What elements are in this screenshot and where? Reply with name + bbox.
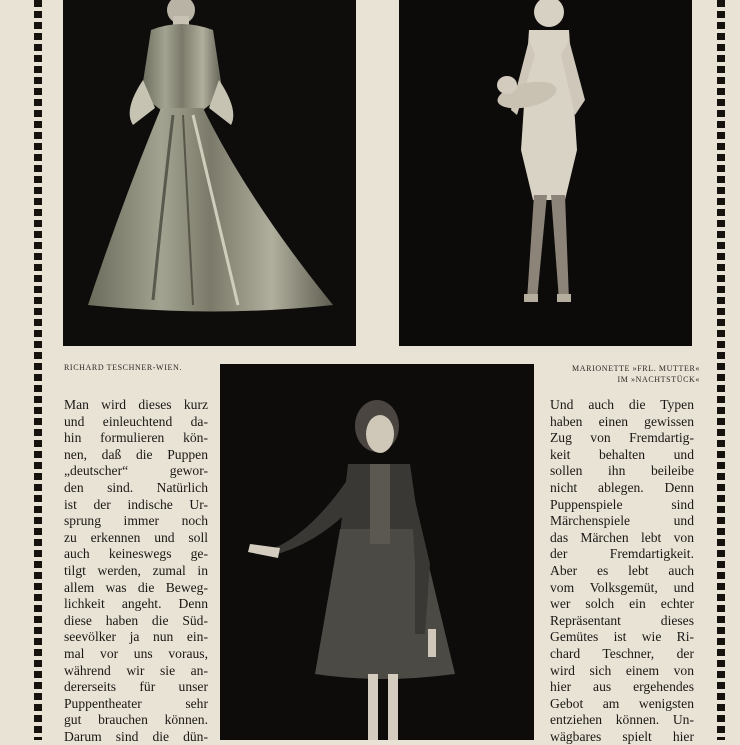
text-column-right bbox=[550, 397, 694, 745]
text-line: während wir sie an- bbox=[64, 662, 208, 678]
text-line: gut brauchen können. bbox=[64, 712, 208, 728]
text-line: Puppentheater sehr bbox=[64, 695, 208, 711]
decorative-border-right bbox=[717, 0, 725, 740]
photo-marionette-frl-mutter bbox=[399, 0, 692, 346]
text-line: diese haben die Süd- bbox=[64, 612, 208, 628]
text-line: chard Teschner, der bbox=[550, 645, 694, 661]
text-line: Aber es lebt auch bbox=[550, 562, 694, 578]
photo-doll-in-coat bbox=[220, 364, 534, 740]
text-line: wer solch ein echter bbox=[550, 596, 694, 612]
caption-marionette bbox=[520, 363, 700, 385]
text-column-left bbox=[64, 397, 208, 745]
text-line: Märchenspiele und bbox=[550, 513, 694, 529]
text-line: allem was die Beweg- bbox=[64, 579, 208, 595]
text-line: und einleuchtend da- bbox=[64, 413, 208, 429]
text-line: haben einen gewissen bbox=[550, 413, 694, 429]
text-line: „deutscher“ gewor- bbox=[64, 463, 208, 479]
text-line: hier aus ergehendes bbox=[550, 679, 694, 695]
text-line: dererseits für unser bbox=[64, 679, 208, 695]
caption-richard-teschner: RICHARD TESCHNER-WIEN. bbox=[64, 363, 182, 372]
caption-marionette-line1: MARIONETTE »FRL. MUTTER« bbox=[572, 364, 700, 373]
text-line: Darum sind die dün- bbox=[64, 728, 208, 744]
text-line: nicht ablegen. Denn bbox=[550, 479, 694, 495]
text-line: wird sich einem von bbox=[550, 662, 694, 678]
text-line: Repräsentant dieses bbox=[550, 612, 694, 628]
text-line: zu erkennen und soll bbox=[64, 529, 208, 545]
text-line: Man wird dieses kurz bbox=[64, 397, 208, 412]
text-line: ist der indische Ur- bbox=[64, 496, 208, 512]
text-line: vom Volksgemüt, und bbox=[550, 579, 694, 595]
text-line: das Märchen lebt von bbox=[550, 529, 694, 545]
text-line: seevölker ja nun ein- bbox=[64, 629, 208, 645]
text-line: Und auch die Typen bbox=[550, 397, 694, 412]
text-line: der Fremdartigkeit. bbox=[550, 546, 694, 562]
text-line: entziehen können. Un- bbox=[550, 712, 694, 728]
photo-doll-in-gown bbox=[63, 0, 356, 346]
text-line: tilgt werden, zumal in bbox=[64, 562, 208, 578]
text-line: lichkeit angeht. Denn bbox=[64, 596, 208, 612]
text-line: keit behalten und bbox=[550, 446, 694, 462]
text-line: nen, daß die Puppen bbox=[64, 446, 208, 462]
text-line: Zug von Fremdartig- bbox=[550, 430, 694, 446]
text-line: Puppenspiele sind bbox=[550, 496, 694, 512]
text-line: mal vor uns voraus, bbox=[64, 645, 208, 661]
text-line: Gebot am wenigsten bbox=[550, 695, 694, 711]
text-line: sprung immer noch bbox=[64, 513, 208, 529]
caption-marionette-line2: IM »NACHTSTÜCK« bbox=[617, 375, 700, 384]
text-line: hin formulieren kön- bbox=[64, 430, 208, 446]
text-line: sollen ihn beileibe bbox=[550, 463, 694, 479]
text-line: Gemütes ist wie Ri- bbox=[550, 629, 694, 645]
text-line: auch keineswegs ge- bbox=[64, 546, 208, 562]
decorative-border-left bbox=[34, 0, 42, 740]
text-line: wägbares spielt hier bbox=[550, 728, 694, 744]
text-line: den sind. Natürlich bbox=[64, 479, 208, 495]
